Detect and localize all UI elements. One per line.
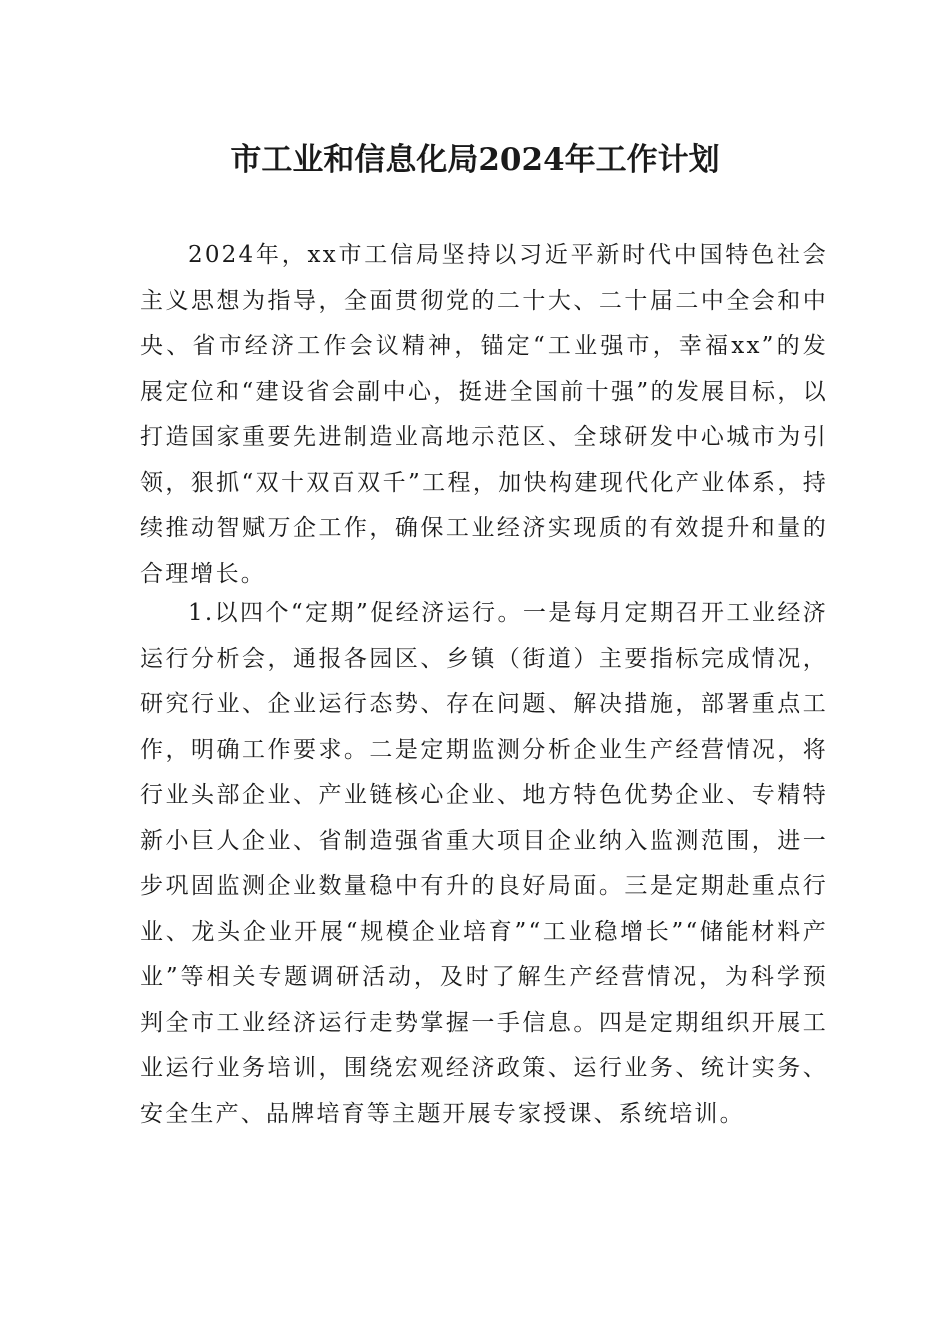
intro-paragraph: 2024年，xx市工信局坚持以习近平新时代中国特色社会主义思想为指导，全面贯彻党的二十大、二十届二中全会和中央、省市经济工作会议精神，锚定“工业强市，幸福xx”的发展定位和“建设省会副中心，挺进全国前十强”的发展目标，以打造国家重要先进制造业高地示范区、全球研发中心城市为引领，狠抓“双十双百双千”工程，加快构建现代化产业体系，持续推动智赋万企工作，确保工业经济实现质的有效提升和量的合理增长。 (140, 242, 828, 587)
section-1-paragraph: 1.以四个“定期”促经济运行。一是每月定期召开工业经济运行分析会，通报各园区、乡镇（街道）主要指标完成情况，研究行业、企业运行态势、存在问题、解决措施，部署重点工作，明确工作要求。二是定期监测分析企业生产经营情况，将行业头部企业、产业链核心企业、地方特色优势企业、专精特新小巨人企业、省制造强省重大项目企业纳入监测范围，进一步巩固监测企业数量稳中有升的良好局面。三是定期赴重点行业、龙头企业开展“规模企业培育”“工业稳增长”“储能材料产业”等相关专题调研活动，及时了解生产经营情况，为科学预判全市工业经济运行走势掌握一手信息。四是定期组织开展工业运行业务培训，围绕宏观经济政策、运行业务、统计实务、安全生产、品牌培育等主题开展专家授课、系统培训。 (140, 600, 828, 1127)
document-title: 市工业和信息化局2024年工作计划 (230, 142, 720, 178)
